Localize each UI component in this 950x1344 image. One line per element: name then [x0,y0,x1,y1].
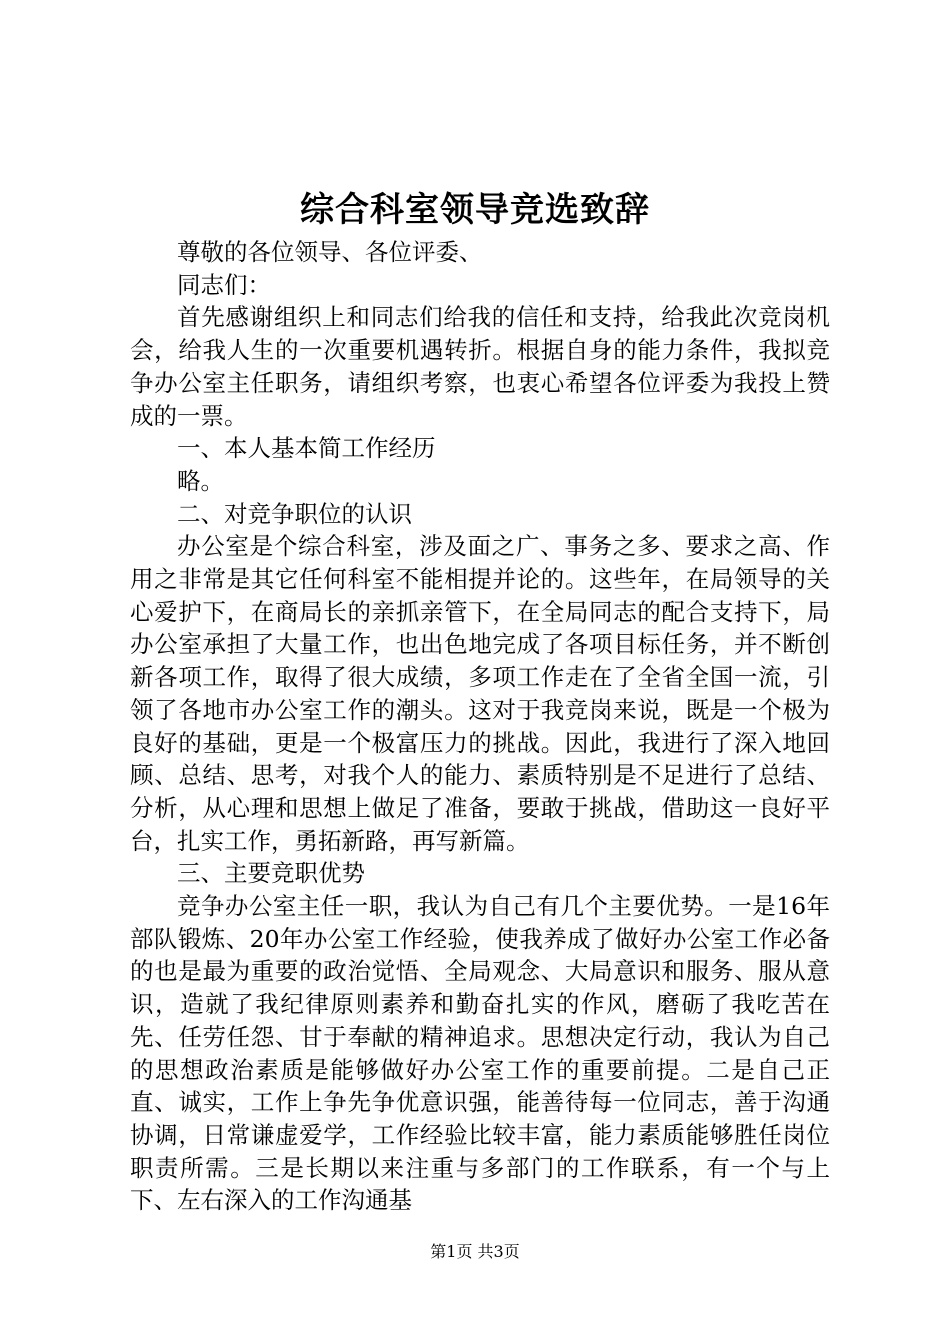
salutation-line-1: 尊敬的各位领导、各位评委、 [177,238,483,266]
salutation-line-2: 同志们： [177,270,271,299]
section-2-content: 办公室是个综合科室，涉及面之广、事务之多、要求之高、作用之非常是其它任何科室不能相提并论的。这些年，在局领导的关心爱护下，在商局长的亲抓亲管下，在全局同志的配合支持下，局办公室承担了大量工作，也出色地完成了各项目标任务，并不断创新各项工作，取得了很大成绩，多项工作走在了全省全国一流，引领了各地市办公室工作的潮头。这对于我竞岗来说，既是一个极为良好的基础，更是一个极富压力的挑战。因此，我进行了深入地回顾、总结、思考，对我个人的能力、素质特别是不足进行了总结、分析，从心理和思想上做足了准备，要敢于挑战，借助这一良好平台，扎实工作，勇拓新路，再写新篇。 [130,532,830,855]
section-heading-1: 一、本人基本简工作经历 [177,434,436,463]
section-1-content: 略。 [177,466,224,495]
document-title: 综合科室领导竞选致辞 [300,190,650,230]
intro-paragraph: 首先感谢组织上和同志们给我的信任和支持，给我此次竞岗机会，给我人生的一次重要机遇转折。根据自身的能力条件，我拟竞争办公室主任职务，请组织考察，也衷心希望各位评委为我投上赞成的一票。 [130,303,830,430]
section-heading-2: 二、对竞争职位的认识 [177,499,412,528]
section-heading-3: 三、主要竞职优势 [177,859,365,888]
document-body [130,236,830,1217]
section-3-content: 竞争办公室主任一职，我认为自己有几个主要优势。一是16年部队锻炼、20年办公室工作经验，使我养成了做好办公室工作必备的也是最为重要的政治觉悟、全局观念、大局意识和服务、服从意识，造就了我纪律原则素养和勤奋扎实的作风，磨砺了我吃苦在先、任劳任怨、甘于奉献的精神追求。思想决定行动，我认为自己的思想政治素质是能够做好办公室工作的重要前提。二是自己正直、诚实，工作上争先争优意识强，能善待每一位同志，善于沟通协调，日常谦虚爱学，工作经验比较丰富，能力素质能够胜任岗位职责所需。三是长期以来注重与多部门的工作联系，有一个与上下、左右深入的工作沟通基 [130,892,830,1215]
page-footer: 第1页 共3页 [430,1242,520,1261]
